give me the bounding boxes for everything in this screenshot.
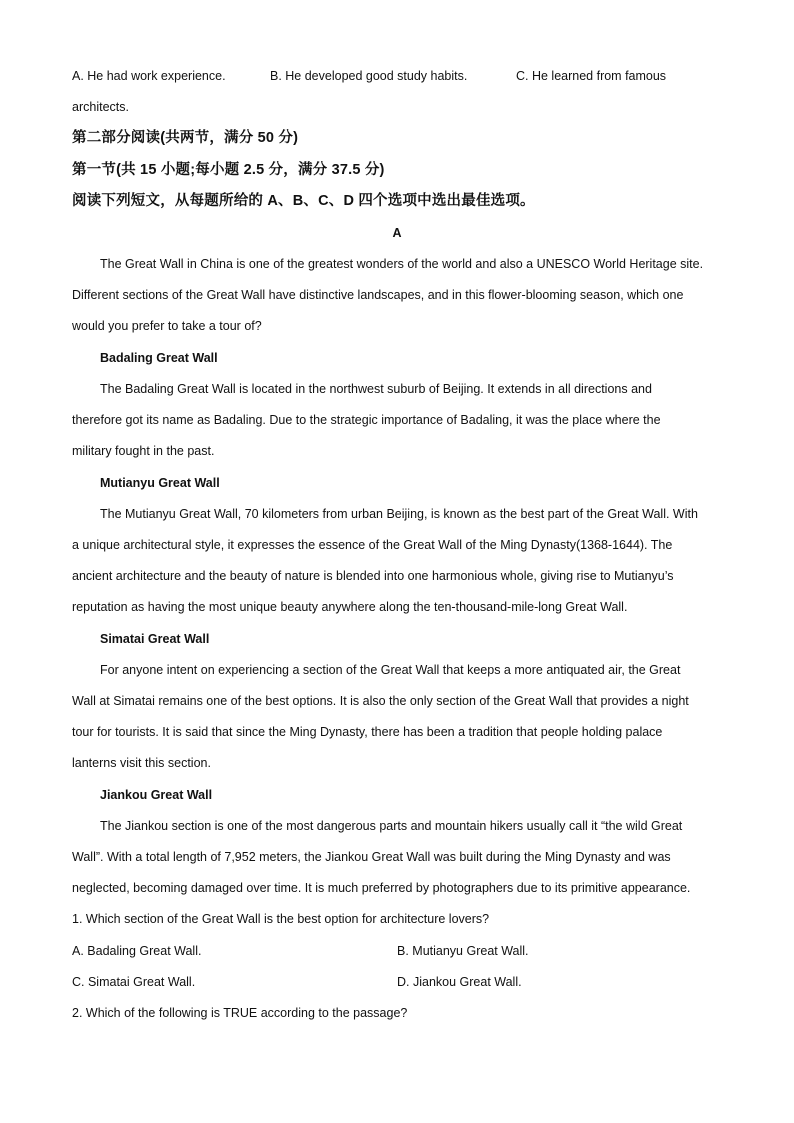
- simatai-line: lanterns visit this section.: [72, 756, 211, 770]
- mutianyu-line: ancient architecture and the beauty of nature is blended into one harmonious whole, giving rise to Mutianyu’s: [72, 569, 674, 583]
- section-heading-jiankou: Jiankou Great Wall: [100, 788, 213, 802]
- option-c-continued: architects.: [72, 100, 129, 114]
- question-1-stem: 1. Which section of the Great Wall is the best option for architecture lovers?: [72, 912, 490, 926]
- simatai-line: tour for tourists. It is said that since the Ming Dynasty, there has been a tradition that people holding palace: [72, 725, 663, 739]
- question-1-options-row: [72, 974, 732, 990]
- intro-line: Different sections of the Great Wall have distinctive landscapes, and in this flower-blooming season, which one: [72, 288, 684, 302]
- mutianyu-line: The Mutianyu Great Wall, 70 kilometers from urban Beijing, is known as the best part of the Great Wall. With: [100, 507, 698, 521]
- badaling-line: The Badaling Great Wall is located in the northwest suburb of Beijing. It extends in all directions and: [100, 382, 652, 396]
- prev-question-options: [72, 68, 732, 84]
- q1-option-b: B. Mutianyu Great Wall.: [397, 944, 529, 958]
- instruction-text: 阅读下列短文，从每题所给的 A、B、C、D 四个选项中选出最佳选项。: [72, 193, 535, 209]
- simatai-line: Wall at Simatai remains one of the best options. It is also the only section of the Great Wall that provides a night: [72, 694, 689, 708]
- question-2-stem: 2. Which of the following is TRUE according to the passage?: [72, 1006, 408, 1020]
- badaling-line: military fought in the past.: [72, 444, 215, 458]
- jiankou-line: neglected, becoming damaged over time. It is much preferred by photographers due to its primitive appearance.: [72, 881, 691, 895]
- q1-option-a: A. Badaling Great Wall.: [72, 944, 202, 958]
- passage-letter: A: [392, 226, 402, 240]
- section-heading-badaling: Badaling Great Wall: [100, 351, 218, 365]
- question-1-options-row: [72, 943, 732, 959]
- option-a: A. He had work experience.: [72, 69, 226, 83]
- jiankou-line: Wall”. With a total length of 7,952 meters, the Jiankou Great Wall was built during the Ming Dynasty and was: [72, 850, 671, 864]
- intro-line: would you prefer to take a tour of?: [72, 319, 262, 333]
- mutianyu-line: a unique architectural style, it expresses the essence of the Great Wall of the Ming Dynasty(1368-1644). The: [72, 538, 673, 552]
- section-header: 第一节(共 15 小题;每小题 2.5 分，满分 37.5 分): [72, 162, 385, 178]
- part-header: 第二部分阅读(共两节，满分 50 分): [72, 130, 299, 146]
- badaling-line: therefore got its name as Badaling. Due to the strategic importance of Badaling, it was the place where the: [72, 413, 661, 427]
- intro-line: The Great Wall in China is one of the greatest wonders of the world and also a UNESCO World Heritage site.: [100, 257, 704, 271]
- simatai-line: For anyone intent on experiencing a section of the Great Wall that keeps a more antiquated air, the Great: [100, 663, 681, 677]
- q1-option-d: D. Jiankou Great Wall.: [397, 975, 522, 989]
- section-heading-simatai: Simatai Great Wall: [100, 632, 210, 646]
- jiankou-line: The Jiankou section is one of the most dangerous parts and mountain hikers usually call it “the wild Great: [100, 819, 683, 833]
- option-c: C. He learned from famous: [516, 69, 667, 83]
- mutianyu-line: reputation as having the most unique beauty anywhere along the ten-thousand-mile-long Great Wall.: [72, 600, 628, 614]
- section-heading-mutianyu: Mutianyu Great Wall: [100, 476, 220, 490]
- option-b: B. He developed good study habits.: [270, 69, 468, 83]
- q1-option-c: C. Simatai Great Wall.: [72, 975, 196, 989]
